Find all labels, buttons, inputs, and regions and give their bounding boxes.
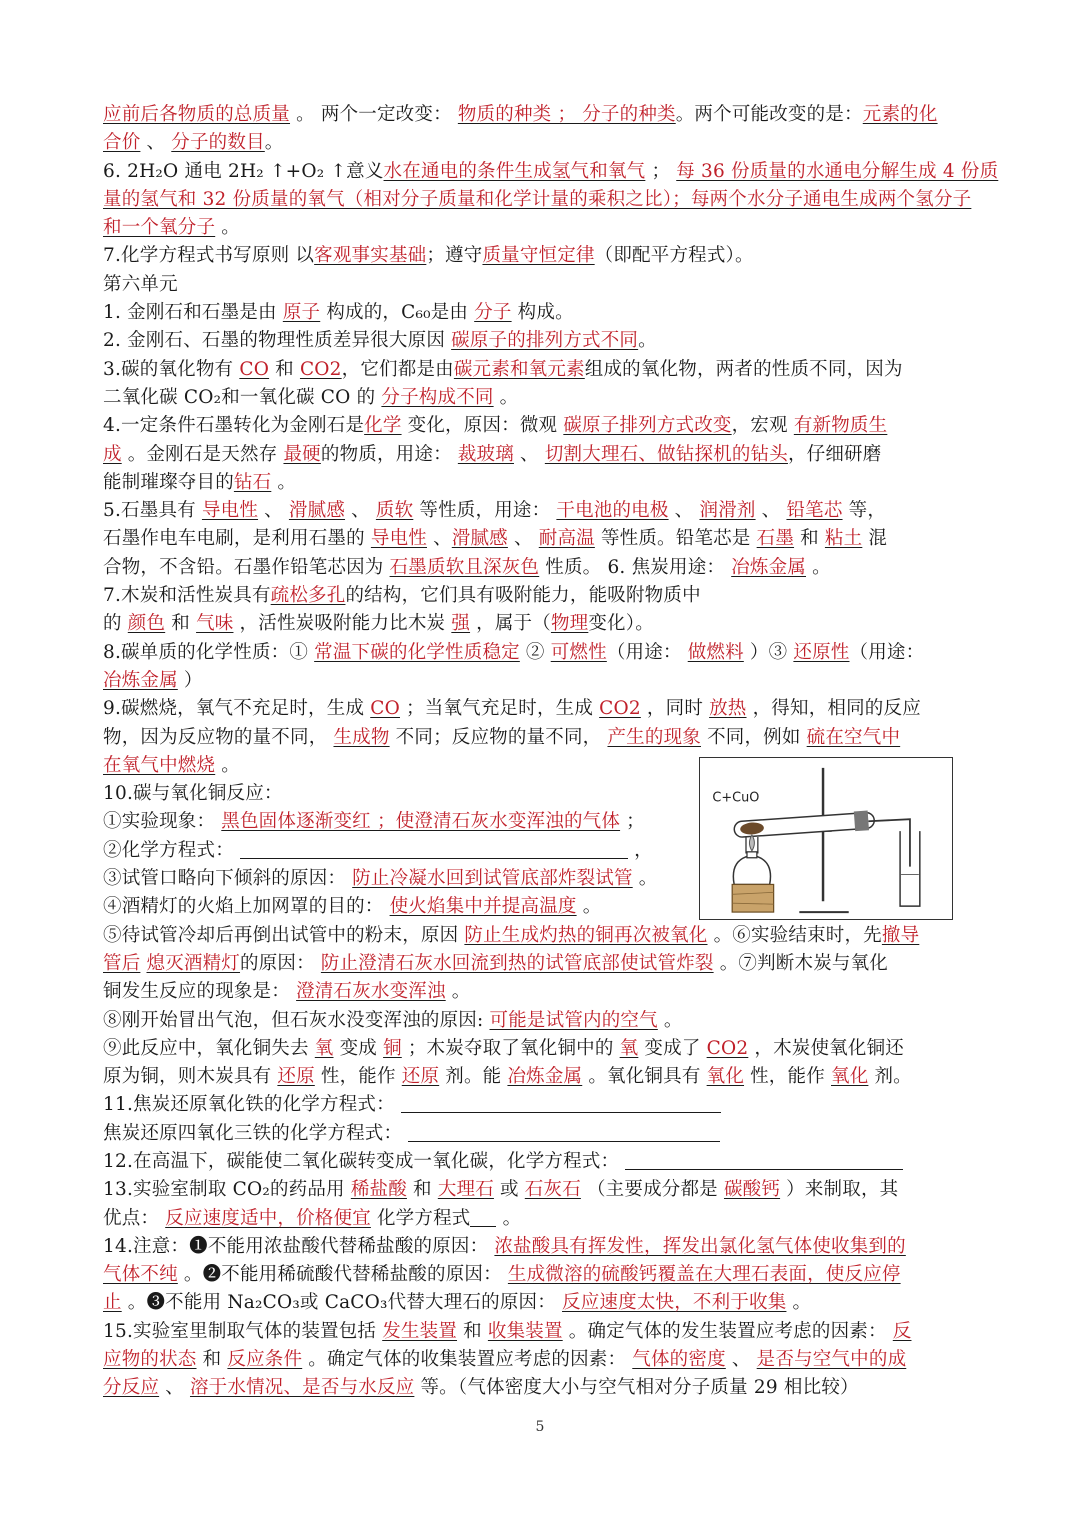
question-text: 和 xyxy=(457,1320,488,1342)
question-text: 物，因为反应物的量不同， xyxy=(103,726,334,748)
answer-text: 最硬 xyxy=(283,443,321,465)
question-text: ； xyxy=(645,160,677,182)
answer-text: 成 xyxy=(103,443,122,465)
text-line xyxy=(103,158,999,186)
question-text: ） xyxy=(177,669,203,691)
test-tube xyxy=(734,810,875,839)
question-text: （用途： xyxy=(849,641,925,663)
answer-text: 切割大理石、做钻探机的钻头 xyxy=(544,443,788,465)
question-text: 。 xyxy=(271,471,297,493)
answer-text: 冶炼金属 xyxy=(103,669,178,691)
question-text: 11.焦炭还原氧化铁的化学方程式： xyxy=(103,1094,401,1116)
question-text: 13.实验室制取 CO₂的药品用 xyxy=(103,1179,351,1201)
question-text: ，木炭使氧化铜还 xyxy=(748,1037,904,1059)
question-text: ， xyxy=(627,839,653,861)
answer-text: 在氧气中燃烧 xyxy=(103,754,216,776)
question-text: 等， xyxy=(842,500,887,522)
question-text: 二氧化碳 CO₂和一氧化碳 CO 的 xyxy=(103,386,382,408)
answer-text: 溶于水情况、是否与水反应 xyxy=(189,1377,415,1399)
answer-text: 气体的密度 xyxy=(632,1349,726,1371)
question-text: 变成 xyxy=(333,1037,384,1059)
question-text: 、 xyxy=(725,1349,757,1371)
answer-text: 防止生成灼热的铜再次被氧化 xyxy=(464,924,708,946)
question-text: 等。（气体密度大小与空气相对分子质量 29 相比较） xyxy=(414,1377,859,1399)
question-text: ； xyxy=(620,811,645,833)
question-text: ⑨此反应中，氧化铜失去 xyxy=(103,1037,315,1059)
question-text: 性，能作 xyxy=(314,1066,402,1088)
answer-text: 稀盐酸 xyxy=(350,1179,407,1201)
answer-text: 使火焰集中并提高温度 xyxy=(389,896,577,918)
text-line xyxy=(103,978,983,1006)
answer-text: 物质的种类 ； 分子的种类 xyxy=(457,104,676,125)
answer-text: 反应条件 xyxy=(227,1349,303,1371)
text-line xyxy=(103,214,983,242)
question-text: ④酒精灯的火焰上加网罩的目的： xyxy=(103,896,390,918)
answer-text: CO2 xyxy=(706,1037,749,1059)
answer-text: 做燃料 xyxy=(687,641,744,663)
delivery-tube xyxy=(868,819,909,866)
question-text: ；木炭夺取了氧化铜中的 xyxy=(401,1037,620,1059)
answer-blank xyxy=(401,1092,721,1113)
answer-text: 颜色 xyxy=(127,613,166,635)
question-text: 。确定气体的收集装置应考虑的因素： xyxy=(302,1349,633,1371)
question-text: 。⑦判断木炭与氧化 xyxy=(713,952,888,974)
answer-text: 硫在空气中 xyxy=(806,726,901,748)
text-line xyxy=(103,950,983,978)
answer-text: 氧化 xyxy=(831,1066,869,1088)
answer-blank xyxy=(240,838,628,859)
answer-text: 分子的数目 xyxy=(171,132,265,154)
answer-text: 防止冷凝水回到试管底部炸裂试管 xyxy=(352,868,633,890)
answer-text: 氧 xyxy=(314,1037,334,1059)
question-text: 、 xyxy=(345,500,376,522)
question-text: 或 xyxy=(493,1179,525,1201)
answer-text: 粘土 xyxy=(824,528,863,550)
answer-text: 产生的现象 xyxy=(607,726,701,748)
page-number: 5 xyxy=(535,1419,545,1435)
text-line xyxy=(103,1233,983,1261)
answer-text: 生成微溶的硫酸钙覆盖在大理石表面，使反应停 xyxy=(507,1264,901,1286)
question-text: 。 xyxy=(215,217,240,239)
answer-text: 导电性 xyxy=(370,528,427,550)
answer-text: 元素的化 xyxy=(862,104,938,125)
question-text: 1. 金刚石和石墨是由 xyxy=(103,302,283,324)
text-line xyxy=(103,1261,983,1289)
figure-label: C+CuO xyxy=(712,790,760,806)
answer-text: 有新物质生 xyxy=(793,415,888,437)
text-line xyxy=(103,1091,983,1119)
stopper xyxy=(854,810,869,831)
question-text: ⑤待试管冷却后再倒出试管中的粉末，原因 xyxy=(103,924,465,946)
document-body xyxy=(103,101,999,1403)
text-line xyxy=(103,101,983,129)
question-text: 和 xyxy=(406,1179,438,1201)
answer-text: 氧 xyxy=(619,1037,639,1059)
question-text: ）来制取，其 xyxy=(780,1179,899,1201)
answer-text: 可燃性 xyxy=(550,641,607,663)
answer-text: 强 xyxy=(451,613,471,635)
text-line xyxy=(103,724,983,752)
answer-text: 收集装置 xyxy=(487,1320,563,1342)
question-text: 原为铜，则木炭具有 xyxy=(103,1066,278,1088)
answer-text: 石墨 xyxy=(756,528,795,550)
question-text: ，同时 xyxy=(640,698,710,720)
question-text: ，宏观 xyxy=(731,415,794,437)
question-text: ，得知，相同的反应 xyxy=(746,698,921,720)
question-text: 和 xyxy=(196,1349,228,1371)
question-text: 、 xyxy=(427,528,452,550)
answer-text: 化学 xyxy=(364,415,402,437)
answer-text: 每 36 份质量的水通电分解生成 4 份质 xyxy=(676,160,999,182)
question-text: 。❷不能用稀硫酸代替稀盐酸的原因： xyxy=(177,1264,508,1286)
question-text: 等性质，用途： xyxy=(413,500,557,522)
answer-text: 铜 xyxy=(383,1037,402,1059)
question-text: ，仔细研磨 xyxy=(787,443,882,465)
question-text: 、 xyxy=(755,500,787,522)
question-text: 等性质。铅笔芯是 xyxy=(594,528,757,550)
text-line xyxy=(103,1176,983,1204)
question-text: 15.实验室里制取气体的装置包括 xyxy=(103,1320,383,1342)
question-text: ③试管口略向下倾斜的原因： xyxy=(103,868,353,890)
question-text: 。 xyxy=(496,1207,522,1229)
text-line xyxy=(103,242,983,270)
answer-text: 物理 xyxy=(550,613,589,635)
answer-text: 碳元素和氧元素 xyxy=(453,358,585,380)
answer-text: 铅笔芯 xyxy=(786,500,843,522)
question-text: 4.一定条件石墨转化为金刚石是 xyxy=(103,415,365,437)
question-text: 7.木炭和活性炭具有 xyxy=(103,585,271,607)
question-text: 6. 2H₂O 通电 2H₂ ↑+O₂ ↑意义 xyxy=(103,160,384,182)
question-text: 构成。 xyxy=(511,302,574,324)
answer-text: 钻石 xyxy=(233,471,272,493)
question-text: 的 xyxy=(103,613,128,635)
text-line xyxy=(103,497,983,525)
text-line xyxy=(103,667,983,695)
question-text: 。 xyxy=(806,556,831,578)
answer-text: 气体不纯 xyxy=(103,1264,178,1286)
question-text: 3.碳的氧化物有 xyxy=(103,358,240,380)
answer-text: 滑腻感 xyxy=(288,500,346,522)
answer-text: 碳酸钙 xyxy=(723,1179,781,1201)
question-text: 14.注意：❶不能用浓盐酸代替稀盐酸的原因： xyxy=(103,1235,495,1257)
question-text: 剂。 xyxy=(868,1066,912,1088)
question-text: 的原因： xyxy=(240,952,321,974)
apparatus-figure xyxy=(699,757,953,920)
answer-text: 滑腻感 xyxy=(451,528,508,550)
answer-text: 分子 xyxy=(474,302,512,324)
answer-text: 止 xyxy=(103,1292,122,1314)
question-text: 。 xyxy=(215,754,240,776)
question-text: 。 xyxy=(493,386,519,408)
text-line xyxy=(103,1035,983,1063)
answer-text: 分反应 xyxy=(103,1377,160,1399)
question-text: ②化学方程式： xyxy=(103,839,240,861)
text-line xyxy=(103,1120,983,1148)
answer-text: 碳原子的排列方式不同 xyxy=(451,330,639,352)
answer-text: 氧化 xyxy=(706,1066,745,1088)
text-line xyxy=(103,412,983,440)
text-line xyxy=(103,582,983,610)
text-line xyxy=(103,1318,983,1346)
question-text: 7.化学方程式书写原则 以 xyxy=(103,245,315,267)
text-line xyxy=(103,384,983,412)
answer-text: 和一个氧分子 xyxy=(103,217,216,239)
question-text: ；遵守 xyxy=(426,245,483,267)
answer-text: 反应速度适中，价格便宜 xyxy=(165,1207,371,1229)
question-text: 剂。能 xyxy=(439,1066,508,1088)
text-line xyxy=(103,1346,983,1374)
question-text: 。 xyxy=(638,330,657,352)
question-text: 变化）。 xyxy=(588,613,654,635)
question-text: 优点： xyxy=(103,1207,166,1229)
question-text: 。 xyxy=(657,1009,683,1031)
question-text: 性，能作 xyxy=(744,1066,831,1088)
question-text: 、 xyxy=(513,443,545,465)
question-text: 和 xyxy=(165,613,197,635)
answer-text: 分子构成不同 xyxy=(381,386,494,408)
answer-text: 黑色固体逐渐变红 ；使澄清石灰水变浑浊的气体 xyxy=(221,811,621,833)
answer-text: 疏松多孔 xyxy=(270,585,346,607)
question-text: 石墨作电车电刷，是利用石墨的 xyxy=(103,528,371,550)
question-text: ①实验现象： xyxy=(103,811,222,833)
question-text: 10.碳与氧化铜反应： xyxy=(103,783,283,805)
answer-text: 澄清石灰水变浑浊 xyxy=(296,981,446,1003)
text-line xyxy=(103,129,983,157)
alcohol-lamp xyxy=(733,857,770,885)
answer-text: 润滑剂 xyxy=(699,500,756,522)
answer-text: 还原 xyxy=(401,1066,440,1088)
question-text: 、 xyxy=(159,1377,190,1399)
text-line xyxy=(103,922,983,950)
question-text: ）③ xyxy=(743,641,794,663)
question-text: 组成的氧化物，两者的性质不同，因为 xyxy=(584,358,903,380)
question-text: 。确定气体的发生装置应考虑的因素： xyxy=(562,1320,893,1342)
answer-text: 还原性 xyxy=(793,641,850,663)
question-text: 混 xyxy=(862,528,888,550)
answer-text: 应前后各物质的总质量 xyxy=(103,104,291,125)
question-text: 和 xyxy=(269,358,300,380)
text-line xyxy=(103,1007,983,1035)
question-text: 性质。 6. 焦炭用途： xyxy=(539,556,732,578)
text-line xyxy=(103,186,983,214)
question-text: 变成了 xyxy=(638,1037,707,1059)
question-text: 、 xyxy=(668,500,700,522)
question-text: 。 xyxy=(786,1292,812,1314)
answer-text: CO xyxy=(239,358,270,380)
question-text: ；当氧气充足时，生成 xyxy=(399,698,600,720)
question-text: 。 xyxy=(576,896,602,918)
answer-text: 气味 xyxy=(196,613,234,635)
question-text: 8.碳单质的化学性质：① xyxy=(103,641,315,663)
question-text: 不同；反应物的量不同， xyxy=(389,726,608,748)
question-text: 不同，例如 xyxy=(700,726,807,748)
text-line xyxy=(103,441,983,469)
question-text: 的结构，它们具有吸附能力，能吸附物质中 xyxy=(345,585,701,607)
text-line xyxy=(103,327,983,355)
question-text: 和 xyxy=(794,528,825,550)
answer-text: 浓盐酸具有挥发性，挥发出氯化氢气体使收集到的 xyxy=(494,1235,906,1257)
question-text: 9.碳燃烧，氧气不充足时，生成 xyxy=(103,698,371,720)
question-text: 第六单元 xyxy=(103,273,178,295)
question-text: 。 xyxy=(445,981,471,1003)
question-text: 。❸不能用 Na₂CO₃或 CaCO₃代替大理石的原因： xyxy=(121,1292,563,1314)
question-text: 12.在高温下，碳能使二氧化碳转变成一氧化碳，化学方程式： xyxy=(103,1150,626,1172)
answer-text: 合价 xyxy=(103,132,141,154)
text-line xyxy=(103,695,983,723)
carbon-cuo-apparatus-diagram xyxy=(700,758,952,919)
answer-text: 耐高温 xyxy=(538,528,595,550)
question-text: 构成的，C₆₀是由 xyxy=(320,302,475,324)
answer-text: 冶炼金属 xyxy=(507,1066,583,1088)
answer-text: 常温下碳的化学性质稳定 xyxy=(314,641,520,663)
question-text: 。 两个一定改变： xyxy=(290,104,458,125)
answer-blank xyxy=(408,1121,720,1142)
question-text: ，它们都是由 xyxy=(341,358,454,380)
question-text: 。氧化铜具有 xyxy=(582,1066,707,1088)
answer-blank xyxy=(470,1206,496,1227)
question-text: （即配平方程式）。 xyxy=(594,245,754,267)
answer-text: 碳原子排列方式改变 xyxy=(563,415,732,437)
question-text: 的物质，用途： xyxy=(320,443,458,465)
question-text: 。金刚石是天然存 xyxy=(121,443,284,465)
text-line xyxy=(103,1148,983,1176)
answer-text: 熄灭酒精灯 xyxy=(146,952,241,974)
answer-text: 应物的状态 xyxy=(103,1349,197,1371)
answer-text: CO2 xyxy=(299,358,342,380)
answer-text: 冶炼金属 xyxy=(731,556,806,578)
wooden-block xyxy=(732,884,773,912)
text-line xyxy=(103,469,983,497)
text-line xyxy=(103,356,983,384)
answer-text: 干电池的电极 xyxy=(556,500,669,522)
answer-text: 生成物 xyxy=(333,726,390,748)
text-line xyxy=(103,1063,983,1091)
answer-text: 撤导 xyxy=(881,924,920,946)
text-line xyxy=(103,610,983,638)
question-text: 能制璀璨夺目的 xyxy=(103,471,234,493)
answer-text: CO xyxy=(370,698,400,720)
question-text: （用途： xyxy=(606,641,688,663)
answer-text: 量的氢气和 32 份质量的氧气（相对分子质量和化学计量的乘积之比）；每两个水分子通电生成两个氢分子 xyxy=(103,188,972,210)
question-text: 。 xyxy=(632,868,658,890)
answer-text: 原子 xyxy=(282,302,321,324)
answer-text: 石墨质软且深灰色 xyxy=(389,556,540,578)
question-text: （主要成分都是 xyxy=(580,1179,724,1201)
answer-text: 可能是试管内的空气 xyxy=(489,1009,658,1031)
answer-text: 防止澄清石灰水回流到热的试管底部使试管炸裂 xyxy=(320,952,714,974)
text-line xyxy=(103,1374,983,1402)
text-line xyxy=(103,271,983,299)
question-text: 、 xyxy=(140,132,172,154)
answer-text: 是否与空气中的成 xyxy=(756,1349,907,1371)
question-text: ⑧刚开始冒出气泡，但石灰水没变浑浊的原因: xyxy=(103,1009,490,1031)
answer-text: 反 xyxy=(892,1320,912,1342)
question-text: 。⑥实验结束时，先 xyxy=(707,924,882,946)
question-text: ，活性炭吸附能力比木炭 xyxy=(233,613,452,635)
question-text: 焦炭还原四氧化三铁的化学方程式： xyxy=(103,1122,409,1144)
question-text: 变化，原因：微观 xyxy=(401,415,564,437)
answer-text: 还原 xyxy=(277,1066,315,1088)
text-line xyxy=(103,525,983,553)
question-text: ② xyxy=(519,641,551,663)
text-line xyxy=(103,1205,983,1233)
question-text: 化学方程式 xyxy=(370,1207,471,1229)
question-text: 合物，不含铅。石墨作铅笔芯因为 xyxy=(103,556,390,578)
answer-text: 水在通电的条件生成氢气和氧气 xyxy=(383,160,646,182)
question-text: 。 xyxy=(264,132,284,154)
answer-text: 放热 xyxy=(709,698,747,720)
text-line xyxy=(103,1289,983,1317)
answer-text: 客观事实基础 xyxy=(314,245,427,267)
question-text: 、 xyxy=(258,500,289,522)
question-text: ，属于（ xyxy=(470,613,551,635)
answer-text: 大理石 xyxy=(437,1179,494,1201)
answer-text: 管后 xyxy=(103,952,141,974)
answer-text: 发生装置 xyxy=(382,1320,458,1342)
question-text: 2. 金刚石、石墨的物理性质差异很大原因 xyxy=(103,330,452,352)
question-text: 5.石墨具有 xyxy=(103,500,202,522)
answer-text: 质量守恒定律 xyxy=(482,245,595,267)
answer-text: 质软 xyxy=(375,500,414,522)
question-text: 。两个可能改变的是： xyxy=(675,104,863,125)
text-line xyxy=(103,639,983,667)
text-line xyxy=(103,299,983,327)
answer-blank xyxy=(625,1149,903,1170)
answer-text: 石灰石 xyxy=(524,1179,581,1201)
question-text: 铜发生反应的现象是： xyxy=(103,981,297,1003)
answer-text: 反应速度太快，不利于收集 xyxy=(562,1292,787,1314)
answer-text: 裁玻璃 xyxy=(457,443,514,465)
answer-text: 导电性 xyxy=(201,500,259,522)
question-text: 、 xyxy=(507,528,539,550)
answer-text: CO2 xyxy=(599,698,641,720)
text-line xyxy=(103,554,983,582)
flame xyxy=(749,835,754,851)
